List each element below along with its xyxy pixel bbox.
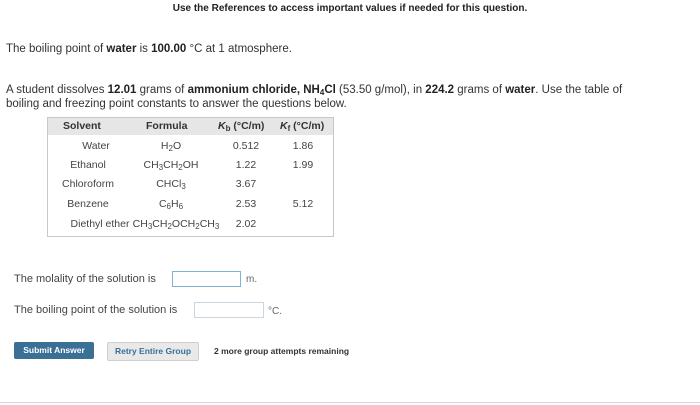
table-header [48,118,333,135]
retry-entire-group-button[interactable]: Retry Entire Group [107,342,199,361]
table-row-kb: 1.22 [235,159,257,171]
boiling-point-input[interactable] [194,302,264,318]
constants-table [47,117,334,237]
molality-label: The molality of the solution is [14,273,156,285]
attempts-remaining: 2 more group attempts remaining [214,346,350,356]
table-row-kb: 0.512 [232,140,260,152]
table-row-kb: 2.02 [235,218,257,230]
question-line-2: A student dissolves 12.01 grams of ammonium chloride, $NH_4Cl$ (53.50 g/mol), in 224.2 grams of water. Use the table of [6,84,623,97]
table-row-kb: 2.53 [235,198,257,210]
table-row-solvent: Chloroform [62,178,114,190]
table-row-kb: 3.67 [235,178,257,190]
table-row-solvent: Benzene [67,198,109,210]
table-row-solvent: Diethyl ether [70,218,130,230]
table-row-solvent: Ethanol [70,159,106,171]
table-row-formula: $CH_3CH_2OH$ [143,159,199,172]
bottom-divider [0,402,700,403]
molality-input[interactable] [172,271,241,287]
table-row-formula: CHCl$_3$ [156,178,186,191]
question-line-3: boiling and freezing point constants to answer the questions below. [6,98,347,110]
table-row-kf: 1.99 [292,159,314,171]
molality-unit: m. [246,274,258,285]
table-row-formula: $C_6H_6$ [158,198,184,211]
table-row-solvent: Water [82,140,110,152]
table-row-kf: 1.86 [292,140,314,152]
boiling-point-label: The boiling point of the solution is [14,304,178,316]
table-row-formula: $H_2O$ [160,140,182,153]
references-hint: Use the References to access important values if needed for this question. [172,3,528,14]
header-formula: Formula [146,120,188,132]
header-kf: $K_f$ (°C/m) [280,120,325,133]
header-solvent: Solvent [63,120,101,132]
header-kb: $K_b$ (°C/m) [218,120,265,133]
table-row-kf: 5.12 [292,198,314,210]
submit-answer-button[interactable]: Submit Answer [14,342,94,359]
question-line-1: The boiling point of water is 100.00 °C at 1 atmosphere. [6,43,292,55]
boiling-point-unit: °C. [268,306,282,317]
table-row-formula: $CH_3CH_2OCH_2CH_3$ [132,218,220,231]
